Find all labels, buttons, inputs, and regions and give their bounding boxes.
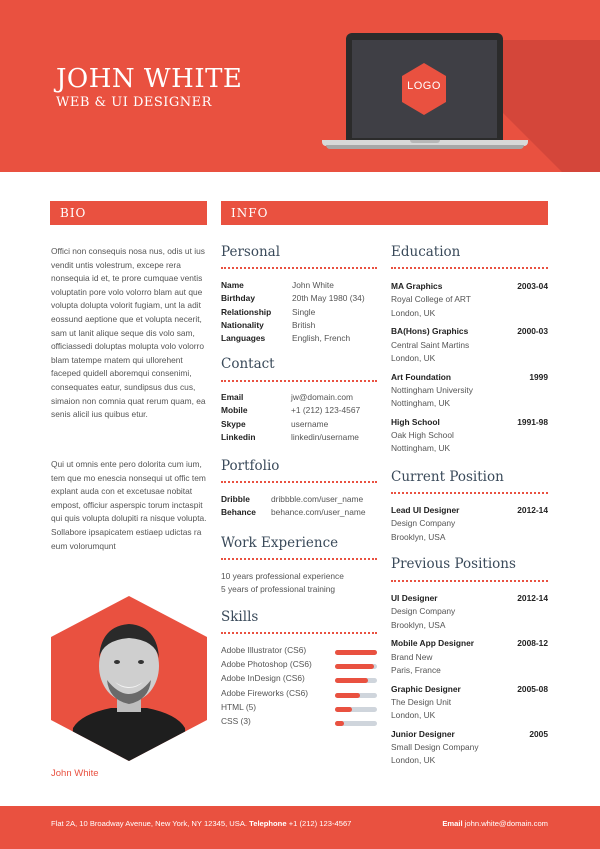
detail-label: Birthday xyxy=(221,293,255,304)
section-rule xyxy=(221,632,377,634)
detail-label: Nationality xyxy=(221,319,264,330)
detail-label: Skype xyxy=(221,418,246,429)
entry-years: 1991-98 xyxy=(517,416,548,427)
footer-email-label: Email xyxy=(442,819,463,828)
skill-level-track xyxy=(335,650,377,655)
personal-details xyxy=(221,279,381,345)
detail-value: English, French xyxy=(292,333,351,344)
section-rule xyxy=(391,267,548,269)
detail-value: British xyxy=(292,319,316,330)
entry-place: Central Saint Martins xyxy=(391,339,470,350)
section-rule xyxy=(391,492,548,494)
detail-row xyxy=(221,391,381,404)
section-title-contact: Contact xyxy=(221,356,275,372)
timeline-entry xyxy=(391,371,548,411)
section-rule xyxy=(391,580,548,582)
detail-value: username xyxy=(291,418,329,429)
entry-place: The Design Unit xyxy=(391,696,452,707)
bio-heading-bar: BIO xyxy=(50,201,207,225)
skill-level-track xyxy=(335,707,377,712)
detail-value: John White xyxy=(292,280,334,290)
detail-value: +1 (212) 123-4567 xyxy=(291,405,361,416)
detail-value: dribbble.com/user_name xyxy=(271,494,364,504)
skill-label: Adobe Photoshop (CS6) xyxy=(221,659,312,670)
detail-label: Dribble xyxy=(221,494,250,504)
section-title-education: Education xyxy=(391,244,461,260)
work-line: 5 years of professional training xyxy=(221,584,336,595)
detail-value: 20th May 1980 (34) xyxy=(292,293,365,304)
entry-title: Mobile App Designer xyxy=(391,638,474,649)
timeline-entry xyxy=(391,416,548,456)
entry-location: London, UK xyxy=(391,352,436,363)
footer-telephone[interactable]: +1 (212) 123-4567 xyxy=(288,819,352,828)
section-title-personal: Personal xyxy=(221,244,281,260)
logo-text: LOGO xyxy=(407,80,441,92)
entry-place: Design Company xyxy=(391,518,456,529)
section-title-work: Work Experience xyxy=(221,535,339,551)
entry-years: 2003-04 xyxy=(517,281,548,291)
entry-years: 2000-03 xyxy=(517,326,548,337)
skill-level-fill xyxy=(335,707,352,712)
resume-role: WEB & UI DESIGNER xyxy=(56,95,212,110)
entry-years: 2008-12 xyxy=(517,638,548,649)
footer-bar xyxy=(0,806,600,849)
timeline-entry xyxy=(391,592,548,632)
entry-title: High School xyxy=(391,416,440,427)
entry-place: Oak High School xyxy=(391,430,454,441)
section-rule xyxy=(221,558,377,560)
skill-level-fill xyxy=(335,693,360,698)
detail-row xyxy=(221,404,381,417)
detail-label: Name xyxy=(221,280,244,290)
skill-row xyxy=(221,688,377,702)
skill-level-fill xyxy=(335,664,374,669)
footer-email-line xyxy=(442,819,548,828)
portrait-photo xyxy=(51,596,207,761)
detail-label: Languages xyxy=(221,333,266,344)
entry-title: Junior Designer xyxy=(391,728,455,739)
bio-paragraph-2: Qui ut omnis ente pero dolorita cum ium, tem que mo enescia nonsequi ut offic tem explant auda con et excetusae nobitat empost, officiur asperspic torum inctaspit qui quis volupta dolupiti ra nisque volupta. Sollabore ipsapicatem estiaep udictas ra eum volorumqunt xyxy=(51,459,207,551)
detail-value: behance.com/user_name xyxy=(271,507,366,518)
detail-row xyxy=(221,319,381,332)
section-rule xyxy=(221,380,377,382)
entry-title: Art Foundation xyxy=(391,371,452,382)
skill-row xyxy=(221,702,377,716)
detail-label: Relationship xyxy=(221,306,272,317)
entry-place: Royal College of ART xyxy=(391,294,471,305)
detail-value: Single xyxy=(292,306,316,317)
portfolio-details xyxy=(221,493,381,520)
entry-location: London, UK xyxy=(391,710,436,721)
skill-level-track xyxy=(335,693,377,698)
detail-row xyxy=(221,306,381,319)
photo-caption: John White xyxy=(51,768,99,779)
footer-address: Flat 2A, 10 Broadway Avenue, New York, NY 12345, USA. xyxy=(51,819,248,828)
section-title-previous: Previous Positions xyxy=(391,556,516,572)
laptop-base-bottom xyxy=(326,145,524,149)
skill-row xyxy=(221,716,377,730)
section-rule xyxy=(221,481,377,483)
timeline-entry xyxy=(391,280,548,320)
entry-title: MA Graphics xyxy=(391,281,443,291)
detail-label: Mobile xyxy=(221,405,248,416)
entry-place: Nottingham University xyxy=(391,384,473,395)
entry-years: 2012-14 xyxy=(517,593,548,603)
skill-level-track xyxy=(335,664,377,669)
entry-years: 1999 xyxy=(529,371,548,382)
header-banner xyxy=(0,0,600,172)
skill-level-track xyxy=(335,721,377,726)
contact-details xyxy=(221,391,381,444)
skill-label: CSS (3) xyxy=(221,715,251,726)
detail-value: linkedin/username xyxy=(291,431,359,442)
entry-location: Nottingham, UK xyxy=(391,398,451,409)
footer-address-line xyxy=(51,819,351,828)
timeline-entry xyxy=(391,683,548,723)
detail-label: Linkedin xyxy=(221,431,256,442)
work-experience-text xyxy=(221,570,344,597)
section-rule xyxy=(221,267,377,269)
skill-row xyxy=(221,645,377,659)
footer-telephone-label: Telephone xyxy=(249,819,287,828)
skill-level-track xyxy=(335,678,377,683)
laptop-illustration xyxy=(322,33,528,150)
entry-location: London, UK xyxy=(391,307,436,318)
detail-value: jw@domain.com xyxy=(291,392,354,402)
footer-email[interactable]: john.white@domain.com xyxy=(464,819,548,828)
entry-years: 2005 xyxy=(529,728,548,739)
skill-label: Adobe Fireworks (CS6) xyxy=(221,687,309,698)
skill-label: Adobe InDesign (CS6) xyxy=(221,673,305,684)
detail-label: Behance xyxy=(221,507,256,518)
detail-row xyxy=(221,506,381,519)
entry-location: London, UK xyxy=(391,755,436,766)
detail-row xyxy=(221,418,381,431)
timeline-entry xyxy=(391,504,548,544)
skill-row xyxy=(221,673,377,687)
skill-label: Adobe Illustrator (CS6) xyxy=(221,645,307,655)
entry-title: BA(Hons) Graphics xyxy=(391,326,469,337)
detail-row xyxy=(221,332,381,345)
timeline-entry xyxy=(391,325,548,365)
section-title-portfolio: Portfolio xyxy=(221,458,280,474)
laptop-notch xyxy=(410,140,440,143)
entry-years: 2005-08 xyxy=(517,683,548,694)
entry-location: Brooklyn, USA xyxy=(391,531,446,542)
entry-location: Brooklyn, USA xyxy=(391,619,446,630)
section-title-current: Current Position xyxy=(391,469,504,485)
detail-label: Email xyxy=(221,392,244,402)
skill-row xyxy=(221,659,377,673)
entry-years: 2012-14 xyxy=(517,505,548,515)
entry-title: UI Designer xyxy=(391,593,438,603)
entry-place: Small Design Company xyxy=(391,742,479,753)
info-heading-bar: INFO xyxy=(221,201,548,225)
bio-paragraph-1: Offici non consequis nosa nus, odis ut ius vendit untis volestrum, excepe rera nonsequia id et, te prore cumquae ventis voluptatin pore volo volorro blam aut que volupta dolupta volorit fugiam, unt la adit eossund aeptione que et volupta necerit, sam ut lanit alique seque dis volo sam, officiassedi doluptas molupta volo volorro blam tatempe rnatem qui ullorehent faceped quidell aboremqui consenimi, consequates eatur, sundipsus dus cus, simaion non comnia quat rerum quam, ea senis alicil ius quibus etur. xyxy=(51,246,206,420)
entry-place: Design Company xyxy=(391,606,456,617)
work-line: 10 years professional experience xyxy=(221,571,344,581)
section-title-skills: Skills xyxy=(221,609,259,625)
skill-level-fill xyxy=(335,650,377,655)
skill-level-fill xyxy=(335,678,368,683)
detail-row xyxy=(221,431,381,444)
entry-location: Nottingham, UK xyxy=(391,443,451,454)
entry-title: Graphic Designer xyxy=(391,683,461,694)
detail-row xyxy=(221,493,381,506)
detail-row xyxy=(221,292,381,305)
entry-place: Brand New xyxy=(391,651,433,662)
detail-row xyxy=(221,279,381,292)
skill-label: HTML (5) xyxy=(221,701,257,712)
entry-location: Paris, France xyxy=(391,664,441,675)
skill-level-fill xyxy=(335,721,344,726)
timeline-entry xyxy=(391,728,548,768)
timeline-entry xyxy=(391,637,548,677)
entry-title: Lead UI Designer xyxy=(391,505,460,515)
resume-name: JOHN WHITE xyxy=(56,64,243,94)
skills-list xyxy=(221,645,377,730)
